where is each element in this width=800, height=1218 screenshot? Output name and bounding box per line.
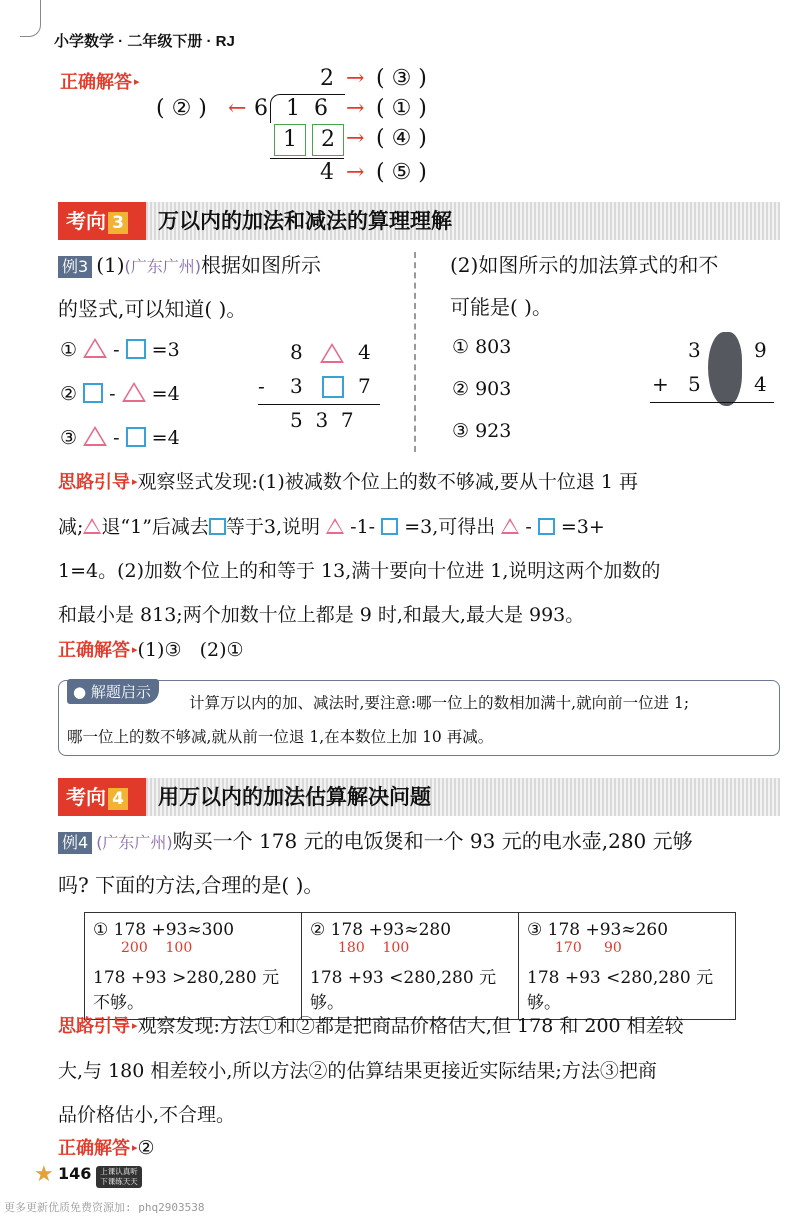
digit: 8 bbox=[290, 340, 303, 364]
option-3: ③ - =4 bbox=[60, 427, 180, 449]
operator: + bbox=[652, 372, 669, 396]
square-icon bbox=[126, 427, 146, 447]
option-2: ② - =4 bbox=[60, 383, 180, 405]
example-3-part1: 例3 (1)(广东广州)根据如图所示 的竖式,可以知道( )。 bbox=[58, 253, 322, 321]
digit: 5 bbox=[688, 372, 701, 396]
p2-option-1: ① 803 bbox=[452, 336, 512, 358]
method-cell-3: ③ 178 +93≈260 170 90 178 +93 <280,280 元够。 bbox=[519, 913, 736, 1020]
square-icon bbox=[126, 339, 146, 359]
source-tag: (广东广州) bbox=[96, 833, 173, 852]
section-label: 考向 3 bbox=[58, 202, 146, 240]
answer-tag: 正确解答 ▸ bbox=[58, 640, 138, 661]
section-title: 用万以内的加法估算解决问题 bbox=[158, 785, 431, 809]
triangle-icon bbox=[122, 382, 146, 402]
division-dividend: 1 6 bbox=[286, 96, 328, 121]
division-diagram bbox=[150, 62, 470, 192]
square-icon bbox=[83, 383, 103, 403]
answer-4: 正确解答 ▸ ② bbox=[58, 1134, 155, 1160]
digit: 3 bbox=[688, 338, 701, 362]
example-badge: 例4 bbox=[58, 832, 92, 854]
source-tag: (广东广州) bbox=[124, 257, 202, 276]
section-title: 万以内的加法和减法的算理理解 bbox=[158, 209, 452, 233]
label-remainder: ( ⑤ ) bbox=[376, 160, 427, 185]
page-number: 146 bbox=[58, 1164, 92, 1183]
square-icon bbox=[381, 518, 398, 535]
answer-tag: 正确解答 ▸ bbox=[60, 68, 140, 94]
section-label: 考向 4 bbox=[58, 778, 146, 816]
tip-line-1: 计算万以内的加、减法时,要注意:哪一位上的数相加满十,就向前一位进 1; bbox=[189, 694, 690, 712]
dashed-divider bbox=[414, 252, 416, 452]
hint-tag: 思路引导 ▸ bbox=[58, 1016, 138, 1037]
digit: 4 bbox=[358, 340, 371, 364]
tip-title: ● 解题启示 bbox=[67, 679, 159, 704]
star-mascot-icon: ★ bbox=[34, 1162, 54, 1187]
hint-tag: 思路引导 ▸ bbox=[58, 472, 138, 493]
method-cell-1: ① 178 +93≈300 200 100 178 +93 >280,280 元不够。 bbox=[85, 913, 302, 1020]
hint-4: 思路引导 ▸ 观察发现:方法①和②都是把商品价格估大,但 178 和 200 相差较 大,与 180 相差较小,所以方法②的估算结果更接近实际结果;方法③把商 品价格估小,不合理。 bbox=[58, 1004, 782, 1137]
vertical-calc-1 bbox=[258, 338, 388, 438]
example-4-question: 例4 (广东广州)购买一个 178 元的电饭煲和一个 93 元的电水壶,280 元够 吗? 下面的方法,合理的是( )。 bbox=[58, 829, 693, 897]
arrow-icon: → bbox=[346, 126, 365, 151]
ink-blot-icon bbox=[708, 332, 742, 406]
top-left-corner-line bbox=[20, 0, 41, 37]
section-3-header bbox=[58, 202, 780, 240]
arrow-icon: → bbox=[346, 96, 365, 121]
triangle-icon bbox=[83, 338, 107, 358]
tip-box bbox=[58, 680, 780, 756]
answer-3: 正确解答 ▸ (1)③ (2)① bbox=[58, 636, 244, 662]
triangle-icon bbox=[83, 426, 107, 446]
square-icon bbox=[322, 376, 344, 398]
triangle-icon bbox=[501, 518, 519, 534]
label-divisor: ( ② ) bbox=[156, 96, 207, 121]
arrow-icon: ← bbox=[228, 96, 247, 121]
p2-option-3: ③ 923 bbox=[452, 420, 512, 442]
calc-line bbox=[650, 402, 774, 403]
answer-tag: 正确解答 ▸ bbox=[58, 1138, 138, 1159]
division-remainder: 4 bbox=[320, 160, 334, 185]
p2-option-2: ② 903 bbox=[452, 378, 512, 400]
vertical-calc-2 bbox=[650, 336, 776, 416]
calc-result: 5 3 7 bbox=[290, 408, 354, 432]
hint-3: 思路引导 ▸ 观察竖式发现:(1)被减数个位上的数不够减,要从十位退 1 再 减; 退“1”后减去 等于3,说明 -1- =3,可得出 - =3+ 1=4。(2)加数个位上的和等于 13,满十要向十位进 1,说明这两个加数的 和最小是 813;两个加数十位上都是 9 时,和最大,最大是 993。 bbox=[58, 460, 782, 637]
triangle-icon bbox=[320, 343, 344, 363]
method-cell-2: ② 178 +93≈280 180 100 178 +93 <280,280 元够。 bbox=[302, 913, 519, 1020]
product-box-2: 2 bbox=[312, 124, 344, 156]
digit: 4 bbox=[754, 372, 767, 396]
example-3-part2: (2)如图所示的加法算式的和不 可能是( )。 bbox=[450, 253, 719, 319]
square-icon bbox=[538, 518, 555, 535]
digit: 7 bbox=[358, 374, 371, 398]
tip-line-2: 哪一位上的数不够减,就从前一位退 1,在本数位上加 10 再减。 bbox=[67, 728, 494, 746]
calc-line bbox=[258, 404, 380, 405]
division-quotient: 2 bbox=[320, 66, 334, 91]
option-1: ① - =3 bbox=[60, 339, 180, 361]
division-line bbox=[270, 158, 344, 159]
watermark: 更多更新优质免费资源加: phq2903538 bbox=[4, 1201, 205, 1214]
digit: 9 bbox=[754, 338, 767, 362]
arrow-icon: → bbox=[346, 160, 365, 185]
book-header: 小学数学 · 二年级下册 · RJ bbox=[54, 33, 235, 50]
example-badge: 例3 bbox=[58, 256, 92, 278]
label-product: ( ④ ) bbox=[376, 126, 427, 151]
square-icon bbox=[209, 518, 226, 535]
slogan-badge: 上课认真听 下课练天天 bbox=[96, 1166, 142, 1188]
section-4-header bbox=[58, 778, 780, 816]
triangle-icon bbox=[326, 518, 344, 534]
operator: - bbox=[258, 374, 265, 398]
label-quotient: ( ③ ) bbox=[376, 66, 427, 91]
division-divisor: 6 bbox=[254, 96, 268, 121]
digit: 3 bbox=[290, 374, 303, 398]
arrow-icon: → bbox=[346, 66, 365, 91]
product-box-1: 1 bbox=[274, 124, 306, 156]
label-dividend: ( ① ) bbox=[376, 96, 427, 121]
triangle-icon bbox=[83, 518, 101, 534]
